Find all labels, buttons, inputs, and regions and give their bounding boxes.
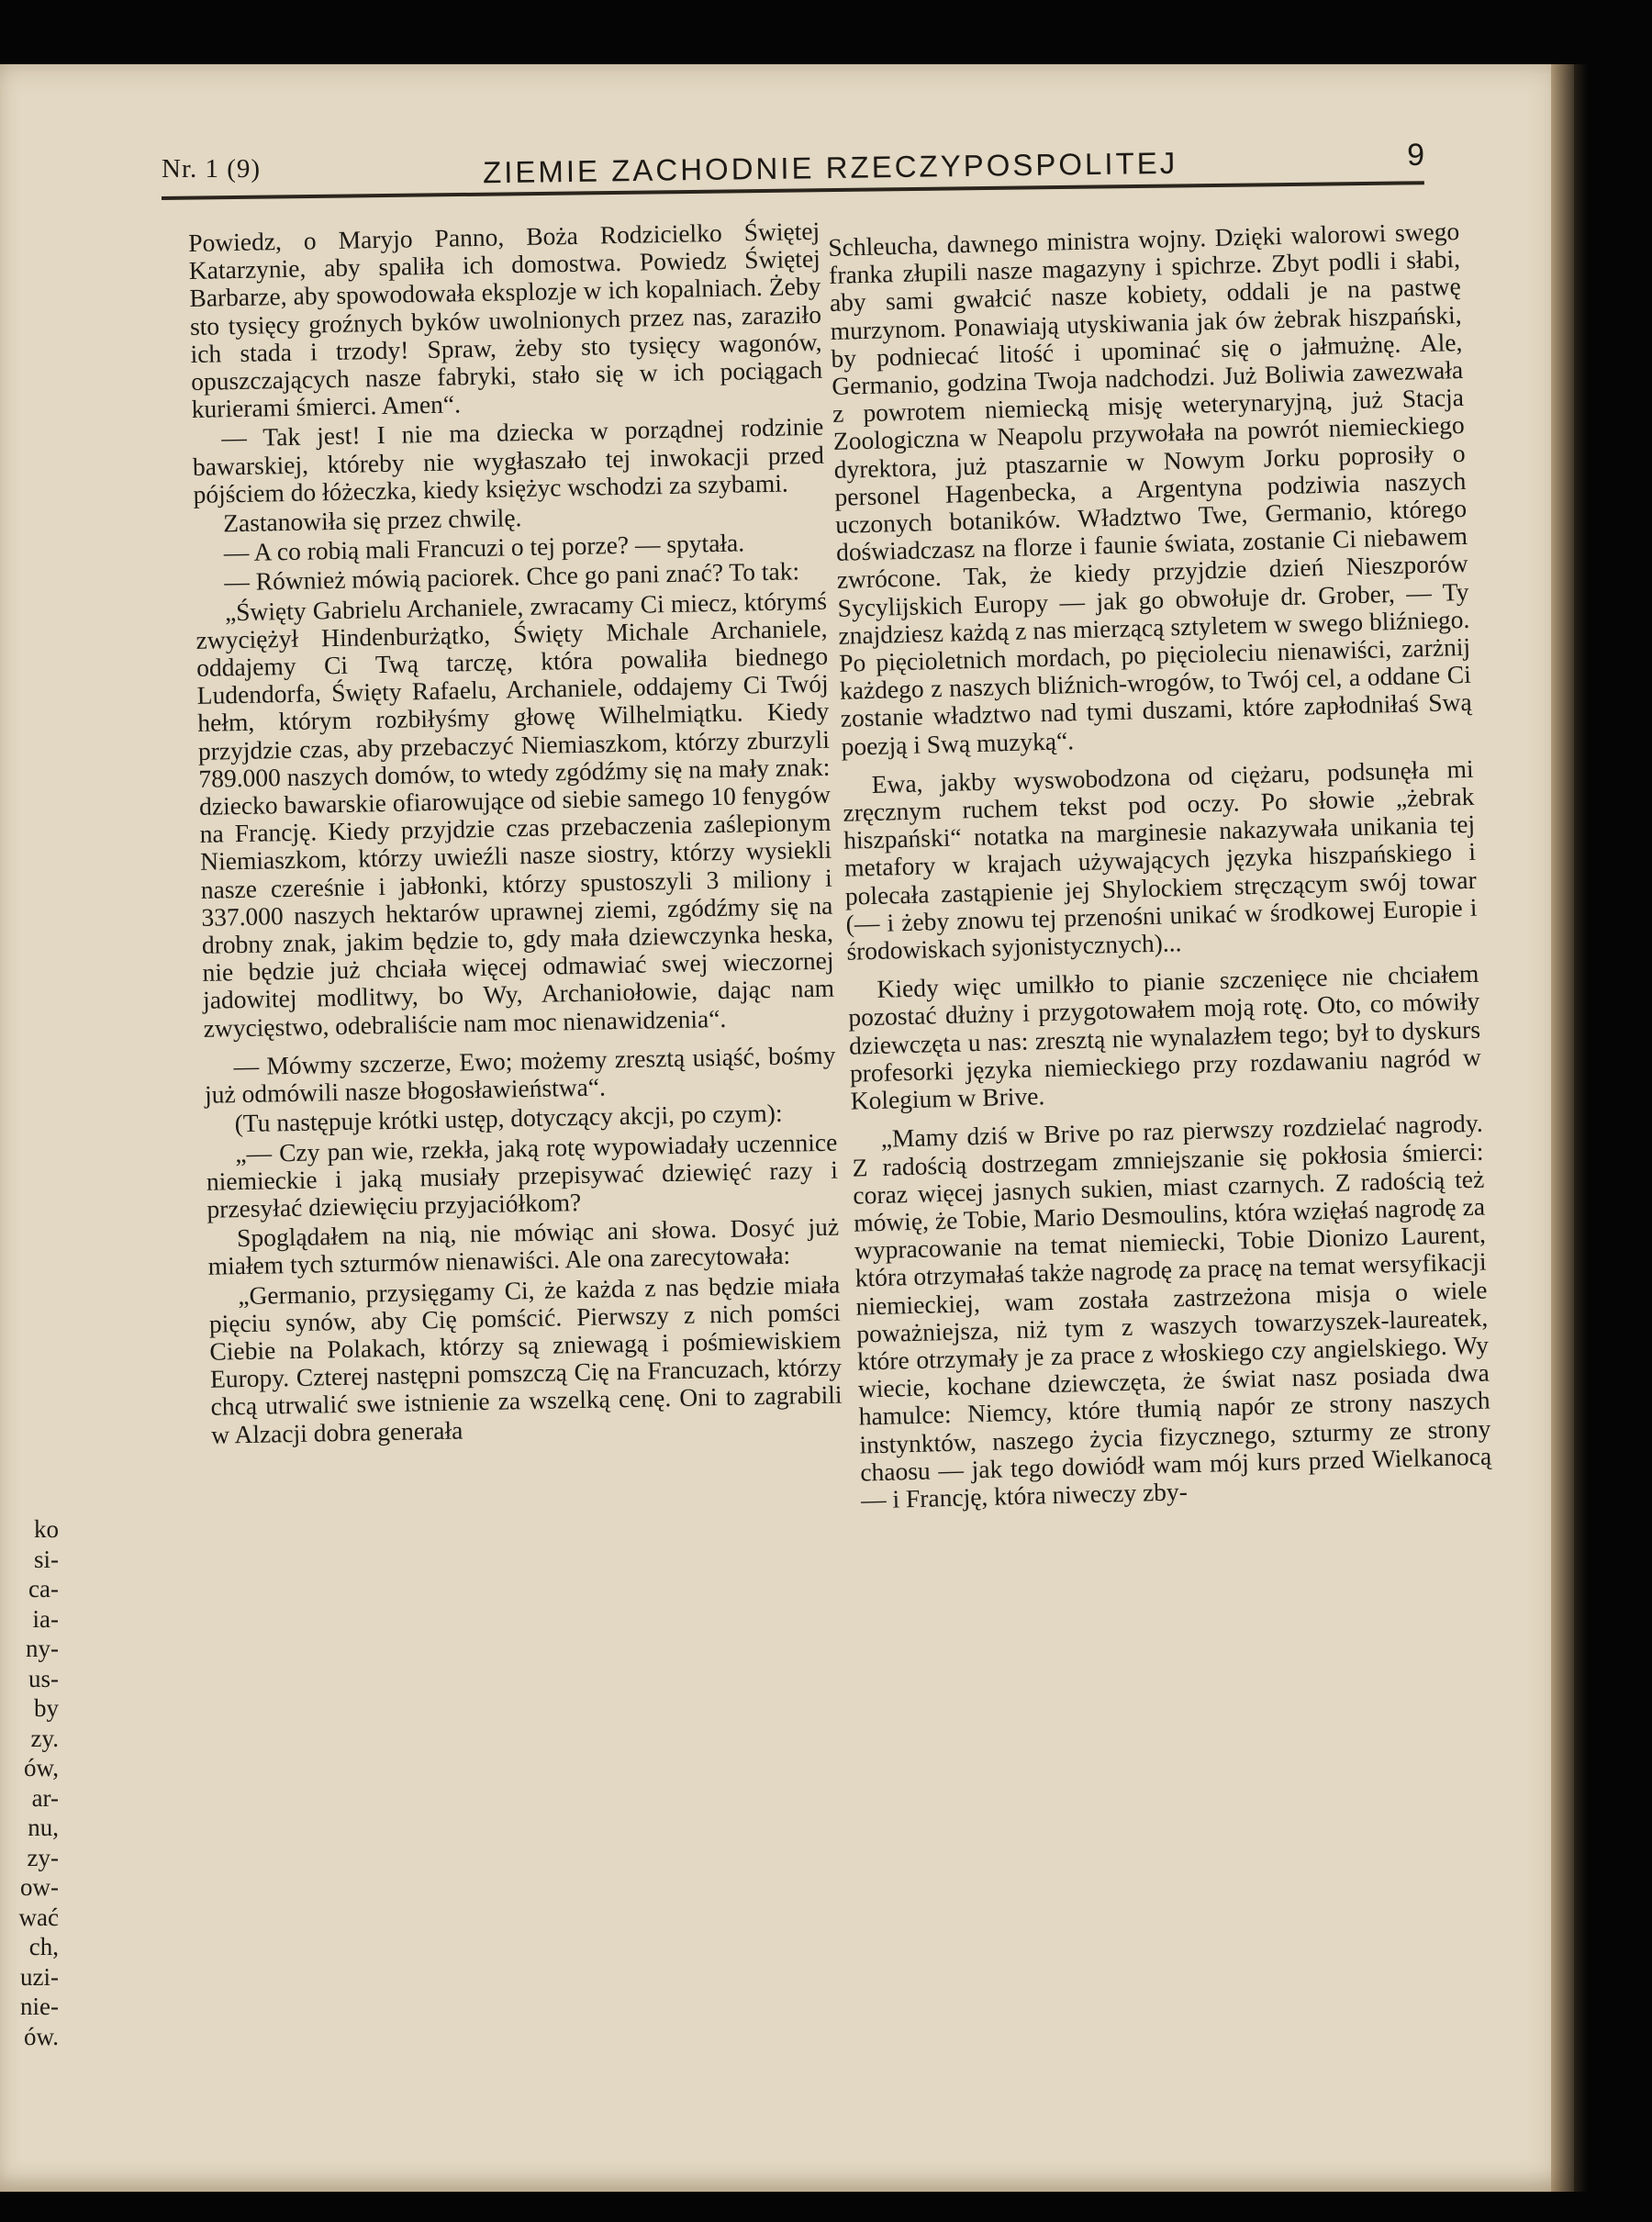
paragraph: Spoglądałem na nią, nie mówiąc ani słowa. Dosyć już miałem tych szturmów nienawiści. Ale ona zarecytowała: — [207, 1211, 840, 1281]
text-fragment: ow- — [20, 1873, 59, 1901]
paragraph: — Mówmy szczerze, Ewo; możemy zresztą usiąść, bośmy już odmówili nasze błogosławieństwa“. — [204, 1040, 836, 1109]
issue-number: Nr. 1 (9) — [162, 154, 262, 184]
text-fragment: si- — [34, 1545, 59, 1573]
text-fragment: nu, — [28, 1814, 59, 1841]
right-column — [828, 218, 1492, 1514]
publication-title: ZIEMIE ZACHODNIE RZECZYPOSPOLITEJ — [482, 145, 1178, 190]
paragraph: Powiedz, o Maryjo Panno, Boża Rodzicielko Świętej Katarzynie, aby spaliła ich domostwa. Powiedz Świętej Barbarze, aby spowodowała eksplozje w ich kopalniach. Żeby sto tysięcy groźnych byków uwolnionych przez nas, zaraziło ich stada i trzody! Spraw, żeby sto tysięcy wagonów, opuszczających nasze fabryki, stało się w ich pociągach kurierami śmierci. Amen“. — [187, 216, 823, 424]
paragraph: Kiedy więc umilkło to pianie szczenięce nie chciałem pozostać dłużny i przygotowałem moją rotę. Oto, co mówiły dziewczęta u nas: zresztą nie wynalazłem tego; był to dyskurs profesorki języka niemieckiego przy rozdawaniu nagród w Kolegium w Brive. — [847, 958, 1482, 1115]
text-fragment: nie- — [20, 1993, 59, 2020]
paragraph: — A co robią mali Francuzi o tej porze? — spytała. — [223, 528, 745, 567]
paragraph: „Święty Gabrielu Archaniele, zwracamy Ci miecz, którymś zwyciężył Hindenburżątko, Święty Michale Archaniele, oddajemy Ci Twą tarczę, która powaliła biednego Ludendorfa, Święty Rafaelu, Archaniele, oddajemy Ci Twój hełm, którym rozbiłyśmy głowę Wilhelmiątku. Kiedy przyjdzie czas, aby przebaczyć Niemiaszkom, którzy zburzyli 789.000 naszych domów, to wtedy zgódźmy się na mały znak: dziecko bawarskie ofiarowujące od siebie samego 10 fenygów na Francję. Kiedy przyjdzie czas przebaczenia zaślepionym Niemiaszkom, którzy uwieźli nasze siostry, którzy wysiekli nasze czereśnie i jabłonki, którzy spustoszyli 3 miliony i 337.000 naszych hektarów uprawnej ziemi, zgódźmy się na drobny znak, jakim będzie to, gdy mała dziewczynka heska, nie będzie już chciała więcej odmawiać swej wieczornej jadowitej modlitwy, bo Wy, Archaniołowie, dając nam zwycięstwo, odebraliście nam moc nienawidzenia“. — [195, 586, 835, 1043]
text-fragment: ia- — [32, 1604, 59, 1633]
paragraph: „Germanio, przysięgamy Ci, że każda z nas będzie miała pięciu synów, aby Cię pomścić. Pierwszy z nich pomści Ciebie na Polakach, którzy są zniewagą i pośmiewiskiem Europy. Czterej następni pomszczą Cię na Francuzach, którzy chcą utrwalić swe istnienie za wszelką cenę. Oni to zagrabili w Alzacji dobra generała — [208, 1269, 843, 1449]
text-fragment: ów. — [24, 2022, 59, 2050]
paragraph: (Tu następuje krótki ustęp, dotyczący akcji, po czym): — [234, 1099, 783, 1138]
paragraph: Zastanowiła się przez chwilę. — [222, 503, 522, 538]
text-fragment: zy- — [27, 1843, 59, 1871]
text-fragment: by — [34, 1694, 59, 1722]
text-fragment: ca- — [28, 1575, 59, 1602]
paragraph: Schleucha, dawnego ministra wojny. Dzięki walorowi swego franka złupili nasze magazyny i spichrze. Zbyt podli i słabi, aby sami gwałcić nasze kobiety, oddali je na pastwę murzynom. Ponawiają utyskiwania jak ów żebrak hiszpański, by podniecać litość i upominać się o jałmużnę. Ale, Germanio, godzina Twoja nadchodzi. Już Boliwia zawezwała z powrotem niemiecką misję weterynaryjną, już Stacja Zoologiczna w Neapolu przywołała na powrót niemieckiego dyrektora, już ptaszarnie w Nowym Jorku poprosiły o personel Hagenbecka, a Argentyna podziwia naszych uczonych botaników. Władztwo Twe, Germanio, którego doświadczasz na florze i faunie świata, zostanie Ci niebawem zwrócone. Tak, że kiedy przyjdzie dzień Nieszporów Sycylijskich Europy — jak go obwołuje dr. Grober, — Ty znajdziesz każdą z nas mierzącą sztyletem w swego bliźniego. Po pięcioletnich mordach, po pięcioleciu nienawiści, zarżnij każdego z naszych bliźnich-wrogów, to Twój cel, a oddane Ci zostanie władztwo nad tymi duszami, które zapłodniłaś Swą poezją i Swą muzyką“. — [827, 216, 1472, 761]
text-fragment: wać — [18, 1903, 59, 1931]
text-fragment: ny- — [26, 1635, 59, 1662]
page-edge-shadow — [1551, 64, 1588, 2192]
page-number: 9 — [1407, 138, 1424, 173]
text-fragment: ar- — [31, 1783, 59, 1812]
text-fragment: ko — [34, 1515, 59, 1543]
text-fragment: uzi- — [20, 1962, 59, 1991]
paragraph: „Mamy dziś w Brive po raz pierwszy rozdzielać nagrody. Z radością dostrzegam zmniejszanie się pokłosia śmierci: coraz więcej jasnych sukien, miast czarnych. Z radością też mówię, że Tobie, Mario Desmoulins, która wzięłaś nagrodę za wypracowanie na temat niemiecki, Tobie Dionizo Laurent, która otrzymałaś także nagrodę za pracę na temat wersyfikacji niemieckiej, wam została zastrzeżona misja o wiele poważniejsza, niż tym z waszych towarzyszek-laureatek, które otrzymały je za prace z włoskiego czy angielskiego. Wy wiecie, kochane dziewczęta, że świat nasz posiada dwa hamulce: Niemcy, które tłumią napór ze strony naszych instynktów, naszego życia fizycznego, szturmy ze strony chaosu — jak tego dowiódł wam mój kurs przed Wielkanocą — i Francję, która niweczy zby- — [852, 1108, 1492, 1514]
text-fragment: zy. — [30, 1724, 59, 1752]
paragraph: Ewa, jakby wyswobodzona od ciężaru, podsunęła mi zręcznym ruchem tekst pod oczy. Po słowie „żebrak hiszpański“ notatka na marginesie nakazywała unikania tej metafory w krajach używających języka hiszpańskiego i polecała zastąpienie jej Shylockiem stręczącym swój towar (— i żeby znowu tej przenośni unikać w środkowej Europie i środowiskach syjonistycznych)... — [843, 754, 1478, 966]
text-fragment: ów, — [24, 1754, 59, 1781]
paragraph: „— Czy pan wie, rzekła, jaką rotę wypowiadały uczennice niemieckie i jaką musiały przepisywać dziewięć razy i przesyłać dziewięciu przyjaciółkom? — [206, 1127, 839, 1223]
paragraph: — Również mówią paciorek. Chce go pani znać? To tak: — [224, 556, 800, 597]
text-fragment: us- — [28, 1664, 59, 1692]
text-fragment: ch, — [28, 1933, 59, 1960]
left-column — [188, 218, 843, 1449]
paragraph: — Tak jest! I nie ma dziecka w porządnej rodzinie bawarskiej, któreby nie wygłaszało tej inwokacji przed pójściem do łóżeczka, kiedy księżyc wschodzi za szybami. — [192, 412, 825, 508]
previous-page-text-fragments — [0, 1514, 59, 2051]
